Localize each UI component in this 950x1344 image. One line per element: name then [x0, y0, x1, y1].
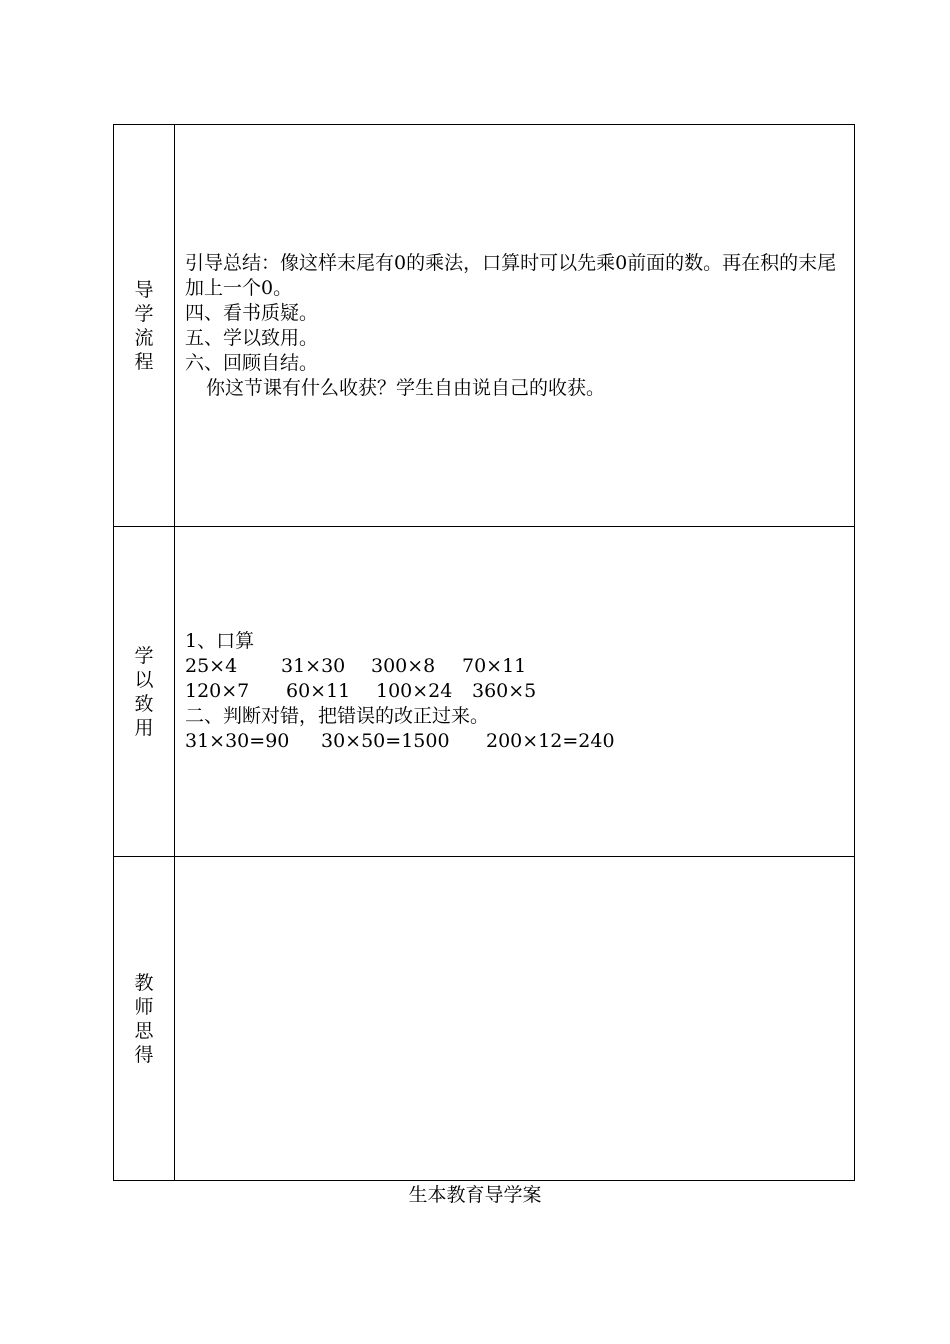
- row-label-cell: [114, 857, 175, 1181]
- summary-paragraph: 引导总结：像这样末尾有0的乘法，口算时可以先乘0前面的数。再在积的末尾加上一个0。: [185, 251, 837, 299]
- table-row-teacher-reflection: [114, 857, 855, 1181]
- calc-item: 100×24: [376, 680, 453, 702]
- reflection-question: 你这节课有什么收获？学生自由说自己的收获。: [206, 376, 606, 399]
- mental-math-line-1: [185, 654, 846, 679]
- calc-item: 31×30=90: [185, 730, 290, 752]
- content-cell-teacher-reflection: [175, 857, 855, 1181]
- calc-item: 200×12=240: [486, 730, 615, 752]
- content-cell-guided-learning: [175, 125, 855, 527]
- row-label-apply-learning: 学以致用: [134, 644, 154, 739]
- step-six: 六、回顾自结。: [185, 351, 319, 374]
- calc-item: 30×50=1500: [321, 730, 450, 752]
- lesson-plan-table: [113, 124, 855, 1181]
- step-five: 五、学以致用。: [185, 326, 319, 349]
- calc-item: 300×8: [371, 655, 436, 677]
- content-cell-apply-learning: [175, 527, 855, 857]
- calc-item: 360×5: [472, 680, 537, 702]
- table-row-apply-learning: [114, 527, 855, 857]
- true-false-line: [185, 729, 846, 754]
- step-four: 四、看书质疑。: [185, 301, 319, 324]
- table-row-guided-learning: [114, 125, 855, 527]
- row-label-cell: [114, 527, 175, 857]
- true-false-heading: 二、判断对错，把错误的改正过来。: [185, 705, 490, 727]
- row-label-cell: [114, 125, 175, 527]
- calc-item: 120×7: [185, 680, 250, 702]
- calc-item: 25×4: [185, 655, 238, 677]
- row-label-teacher-reflection: 教师思得: [134, 971, 154, 1066]
- calc-item: 70×11: [462, 655, 527, 677]
- mental-math-line-2: [185, 679, 846, 704]
- calc-item: 31×30: [281, 655, 346, 677]
- mental-math-heading: 1、口算: [185, 630, 255, 652]
- calc-item: 60×11: [286, 680, 351, 702]
- page-footer: 生本教育导学案: [408, 1184, 542, 1206]
- row-label-guided-learning: 导学流程: [134, 278, 154, 373]
